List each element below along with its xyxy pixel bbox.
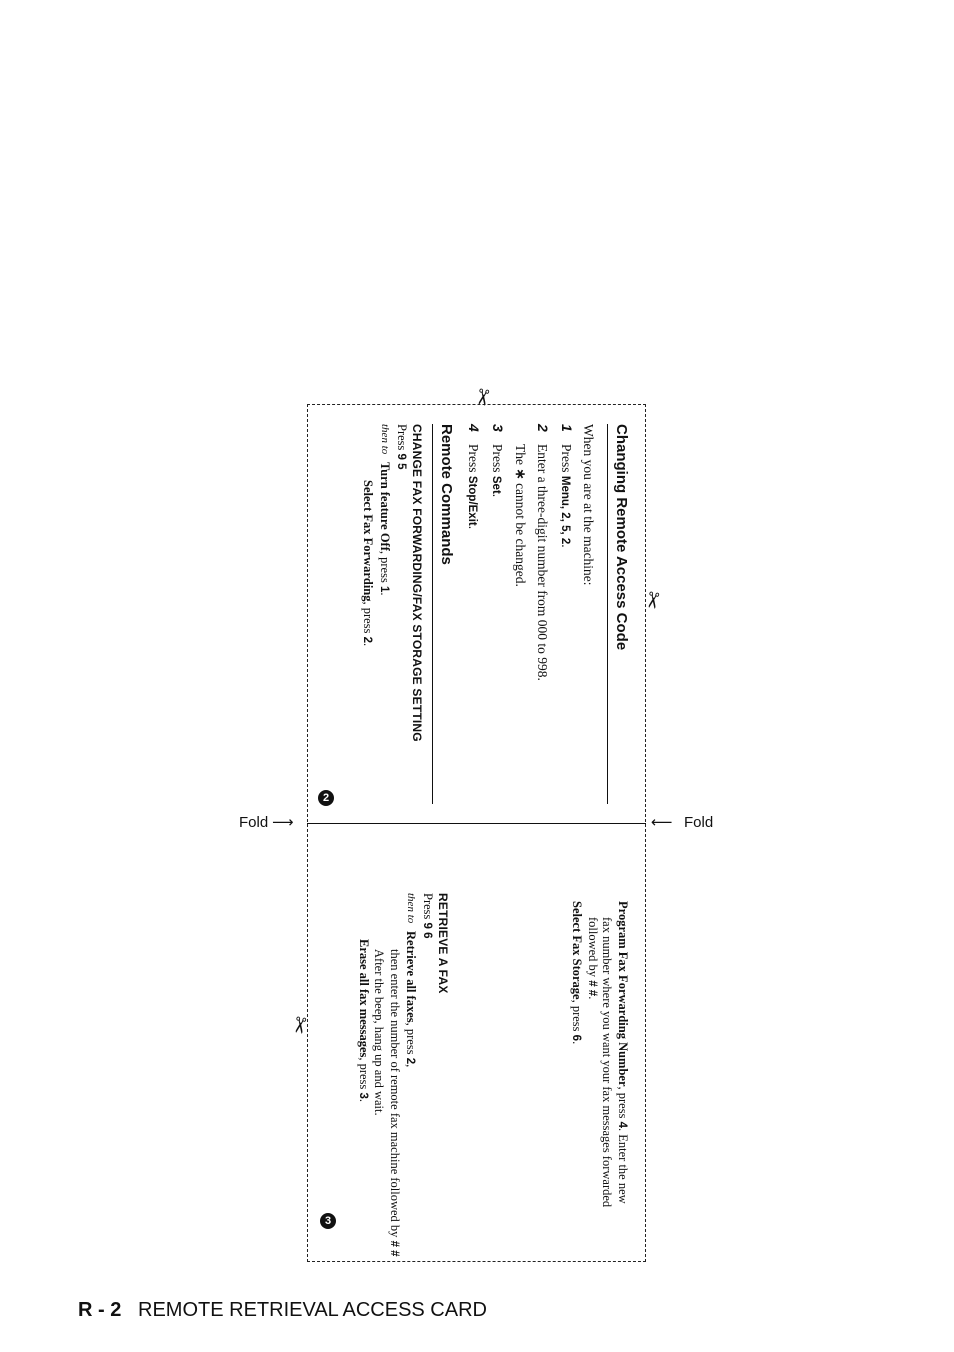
changing-remote-access-code-heading: Changing Remote Access Code <box>607 424 630 804</box>
select-fax-storage-line: Select Fax Storage, press 6. <box>570 901 585 1045</box>
panel-2 <box>359 424 630 804</box>
step-3: 3Press Set. <box>485 424 509 804</box>
scissors-right-icon: ✂ <box>637 588 666 612</box>
retrieve-instruction-line: then enter the number of remote fax machine followed by # # <box>388 949 402 1257</box>
star-key-icon: ∗ <box>513 468 528 480</box>
footer-title: REMOTE RETRIEVAL ACCESS CARD <box>138 1299 487 1321</box>
option-fax-forwarding: Select Fax Forwarding, press 2. <box>361 480 375 647</box>
fax-forwarding-subheading: CHANGE FAX FORWARDING/FAX STORAGE SETTING <box>410 424 424 742</box>
key-sequence: Set <box>490 475 502 494</box>
scissors-top-icon: ✂ <box>467 385 496 409</box>
option-erase-all: Erase all fax messages, press 3. <box>357 939 371 1102</box>
step-2: 2Enter a three-digit number from 000 to 998. <box>531 424 554 804</box>
key-sequence: Stop/Exit <box>466 475 478 526</box>
fold-arrow-left-icon: ⟶ <box>272 813 294 831</box>
hash-keys: # # <box>388 1240 400 1257</box>
step-number: 4 <box>466 424 482 432</box>
scissors-left-icon: ✂ <box>284 1013 313 1037</box>
step-number: 3 <box>490 424 506 432</box>
retrieve-hangup-line: After the beep, hang up and wait. <box>372 949 387 1116</box>
hash-keys: # # <box>586 980 598 997</box>
program-forwarding-line-2: fax number where you want your fax messages forwarded <box>600 917 615 1208</box>
fold-label-left: Fold <box>239 814 269 831</box>
fold-label-right: Fold <box>684 814 714 831</box>
program-forwarding-line-3: followed by # #. <box>586 917 600 1000</box>
step-2-note: The ∗ cannot be changed. <box>513 444 528 587</box>
fold-arrow-right-icon: ⟵ <box>651 813 673 831</box>
panel-3 <box>355 893 630 1257</box>
panel-2-badge: 2 <box>318 790 334 806</box>
step-4: 4Press Stop/Exit. <box>461 424 485 804</box>
page-number: R - 2 <box>78 1299 122 1321</box>
step-number: 2 <box>535 424 551 432</box>
option-retrieve-all: then to Retrieve all faxes, press 2, <box>404 893 418 1068</box>
intro-text: When you are at the machine: <box>581 424 596 586</box>
then-to-label: then to <box>379 424 391 455</box>
key-sequence: Menu, 2, 5, 2 <box>559 475 571 545</box>
step-1: 1Press Menu, 2, 5, 2. <box>554 424 578 804</box>
page-footer <box>78 1299 487 1322</box>
step-number: 1 <box>559 424 575 432</box>
fold-line <box>307 823 646 824</box>
retrieve-fax-subheading: RETRIEVE A FAX <box>436 893 450 994</box>
then-to-label: then to <box>405 893 417 924</box>
press-96: Press 9 6 <box>421 893 435 939</box>
remote-commands-heading: Remote Commands <box>432 424 455 804</box>
program-forwarding-line: Program Fax Forwarding Number, press 4. Enter the new <box>616 901 630 1204</box>
panel-3-badge: 3 <box>320 1213 336 1229</box>
option-turn-off: then to Turn feature Off, press 1. <box>378 424 392 596</box>
press-95: Press 9 5 <box>395 424 409 470</box>
